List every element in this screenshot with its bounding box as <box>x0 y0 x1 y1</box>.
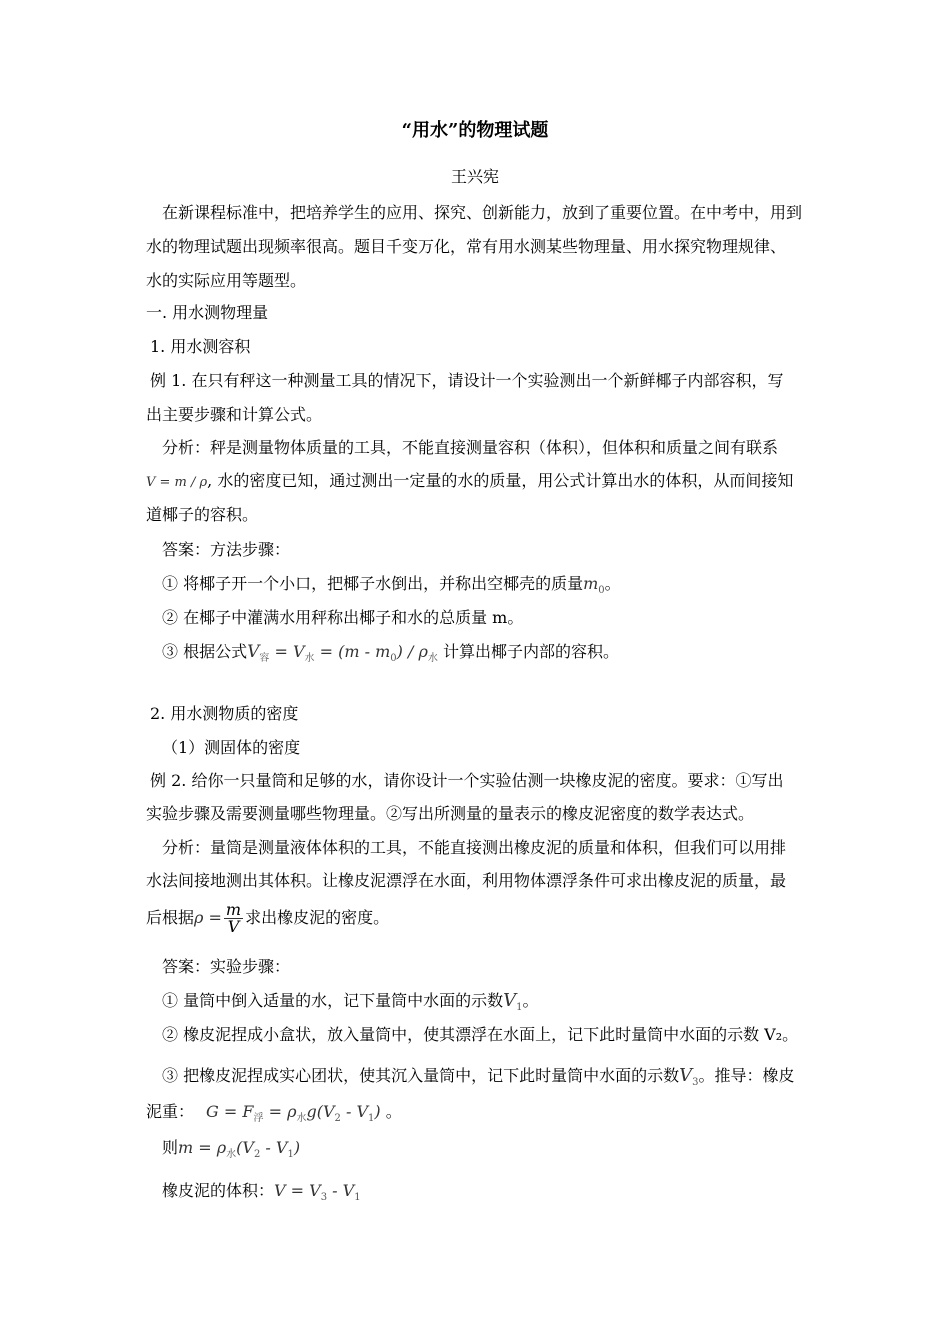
answer-1-heading: 答案：方法步骤： <box>162 540 291 559</box>
density-fraction <box>224 902 243 935</box>
formula-subscript: 1 <box>287 1149 294 1160</box>
formula-part: V = V <box>274 1181 321 1200</box>
formula-part: = (m - m <box>314 642 391 661</box>
analysis-1-line-1: 分析：秤是测量物体质量的工具，不能直接测量容积（体积），但体积和质量之间有联系 <box>162 438 779 457</box>
analysis-1-line-2-text: , 水的密度已知，通过测出一定量的水的质量，用公式计算出水的体积，从而间接知 <box>207 471 794 490</box>
formula-subscript: 0 <box>390 653 397 664</box>
line-text: 后根据 <box>146 908 195 927</box>
intro-line-1: 在新课程标准中，把培养学生的应用、探究、创新能力，放到了重要位置。在中考中，用到 <box>162 203 803 222</box>
answer-2-step-2: ② 橡皮泥捏成小盒状，放入量筒中，使其漂浮在水面上，记下此时量筒中水面的示数 V₂。 <box>162 1025 799 1044</box>
formula-subscript: 1 <box>368 1113 375 1124</box>
formula-subscript: 1 <box>516 1002 523 1013</box>
author-name: 王兴宪 <box>450 167 499 186</box>
answer-2-volume-line <box>162 1180 361 1209</box>
answer-2-step-3 <box>162 1065 794 1094</box>
line-text: 则 <box>162 1138 179 1157</box>
formula-subscript: 2 <box>253 1149 261 1160</box>
formula-part: - V <box>327 1181 355 1200</box>
formula-subscript: 3 <box>320 1192 328 1203</box>
formula-part: = ρ <box>263 1102 297 1121</box>
step-text: ③ 根据公式 <box>162 642 248 661</box>
step-text: ① 量筒中倒入适量的水，记下量筒中水面的示数 <box>162 991 504 1010</box>
formula-var: m <box>583 574 599 593</box>
density-symbol: ρ = <box>194 908 222 927</box>
intro-line-2: 水的物理试题出现频率很高。题目千变万化，常有用水测某些物理量、用水探究物理规律、 <box>146 237 787 256</box>
example-1-line-1: 例 1. 在只有秤这一种测量工具的情况下，请设计一个实验测出一个新鲜椰子内部容积，写 <box>150 371 784 390</box>
analysis-1-line-2 <box>146 470 793 494</box>
analysis-1-line-3: 道椰子的容积。 <box>146 505 259 524</box>
subsection-1-heading: 1. 用水测容积 <box>150 337 251 356</box>
formula-subscript: 0 <box>598 585 605 596</box>
step-text: ③ 把橡皮泥捏成实心团状，使其沉入量筒中，记下此时量筒中水面的示数 <box>162 1066 680 1085</box>
step-end: 。推导：橡皮 <box>698 1066 795 1085</box>
formula-subscript: 2 <box>334 1113 341 1124</box>
formula-var: V <box>679 1065 693 1086</box>
formula-part: G = F <box>206 1102 254 1121</box>
formula-subscript: 1 <box>354 1192 361 1203</box>
example-2-line-2: 实验步骤及需要测量哪些物理量。②写出所测量的量表示的橡皮泥密度的数学表达式。 <box>146 804 755 823</box>
step-end: 。 <box>604 574 621 593</box>
formula-part: (V <box>236 1138 254 1157</box>
section-1-heading: 一. 用水测物理量 <box>146 303 269 322</box>
example-1-line-2: 出主要步骤和计算公式。 <box>146 405 323 424</box>
fraction-numerator: m <box>225 900 242 919</box>
intro-line-3: 水的实际应用等题型。 <box>146 271 307 290</box>
subsection-2-heading: 2. 用水测物质的密度 <box>150 704 299 723</box>
formula-subscript: 水 <box>226 1149 237 1160</box>
analysis-2-line-3 <box>146 900 389 936</box>
formula-subscript: 水 <box>427 653 438 664</box>
line-text: 。 <box>380 1102 402 1121</box>
volume-formula: V = m / ρ <box>146 475 208 490</box>
formula-part: - V <box>340 1102 369 1121</box>
formula-part: ) / ρ <box>396 642 428 661</box>
formula-part: g(V <box>306 1102 335 1121</box>
analysis-2-line-2: 水法间接地测出其体积。让橡皮泥漂浮在水面，利用物体漂浮条件可求出橡皮泥的质量，最 <box>146 871 787 890</box>
analysis-2-line-1: 分析：量筒是测量液体体积的工具，不能直接测出橡皮泥的质量和体积，但我们可以用排 <box>162 838 787 857</box>
answer-2-heading: 答案：实验步骤： <box>162 957 291 976</box>
formula-part: - V <box>260 1138 288 1157</box>
answer-1-step-1 <box>162 573 621 602</box>
formula-part: ) <box>293 1138 301 1157</box>
formula-subscript: 水 <box>304 653 315 664</box>
formula-subscript: 浮 <box>253 1113 264 1124</box>
formula-part: V <box>247 642 260 662</box>
line-text: 橡皮泥的体积： <box>162 1181 275 1200</box>
answer-2-weight-line <box>146 1101 402 1130</box>
answer-1-step-2: ② 在椰子中灌满水用秤称出椰子和水的总质量 m。 <box>162 608 524 627</box>
answer-2-step-1 <box>162 990 538 1019</box>
subsection-2a-heading: （1）测固体的密度 <box>162 738 301 757</box>
formula-subscript: 水 <box>296 1113 307 1124</box>
line-text: 泥重： <box>146 1102 195 1121</box>
formula-subscript: 3 <box>692 1077 699 1088</box>
answer-2-mass-line <box>162 1137 300 1166</box>
line-text: 求出橡皮泥的密度。 <box>245 908 390 927</box>
formula-part: = V <box>269 642 305 661</box>
step-end: 。 <box>522 991 539 1010</box>
formula-var: V <box>503 990 517 1011</box>
fraction-denominator: V <box>227 917 240 936</box>
answer-1-step-3 <box>162 641 619 670</box>
step-text: ① 将椰子开一个小口，把椰子水倒出，并称出空椰壳的质量 <box>162 574 584 593</box>
example-2-line-1: 例 2. 给你一只量筒和足够的水，请你设计一个实验估测一块橡皮泥的密度。要求：①写出 <box>150 771 784 790</box>
page-title: “用水”的物理试题 <box>401 120 549 141</box>
formula-part: m = ρ <box>178 1138 227 1157</box>
step-end: 计算出椰子内部的容积。 <box>437 642 619 661</box>
formula-subscript: 容 <box>259 653 270 664</box>
formula-part: ) <box>374 1102 381 1121</box>
